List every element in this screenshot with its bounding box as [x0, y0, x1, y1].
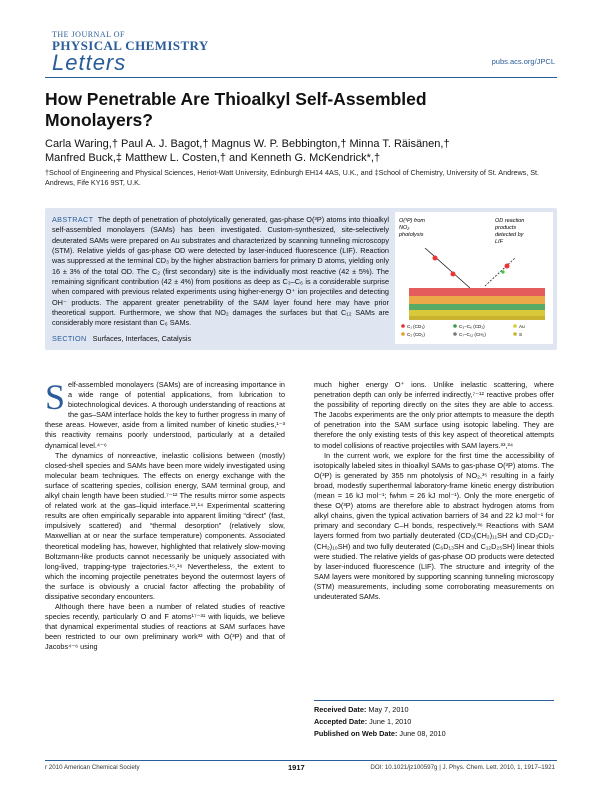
- body-column-left: [45, 377, 285, 653]
- received-date: May 7, 2010: [368, 705, 409, 714]
- author-list: [45, 137, 555, 165]
- toc-arrow-in: [425, 248, 470, 288]
- abstract-label: ABSTRACT: [52, 215, 94, 224]
- affiliations: †School of Engineering and Physical Sciences, Heriot-Watt University, Edinburgh EH14 4AS, U.K., and ‡School of Chemistry, University of St. Andrews, St. Andrews, Fife KY16 9ST, U.K.: [45, 168, 540, 187]
- paragraph: In the current work, we explore for the first time the accessibility of isotopically labeled sites in thioalkyl SAMs to gas-phase O(³P) atoms. The O(³P) is generated by 355 nm photolysis of NO₂,³⁵ resulting in a fairly broad, modestly superthermal laboratory-frame kinetic energy distribution (mean = 16 kJ mol⁻¹; fwhm = 26 kJ mol⁻¹). Only the more energetic of these O(³P) atoms are therefore able to abstract hydrogen atoms from alkyl chains, given the typical activation barriers of 34 and 22 kJ mol⁻¹ for primary and secondary C–H bonds, respectively.³⁶ Reactions with SAM layers formed from two partially deuterated (CD₃(CH₂)₁₁SH and CD₃CD₂-(CH₂)₁₀SH) and two fully deuterated (C₆D₁₃SH and C₁₂D₂₅SH) linear thiols were studied. The relative yields of gas-phase OD products were detected by laser-induced fluorescence (LIF). The structure and integrity of the SAM layers were monitored by supporting scanning tunneling microscopy (STM) measurements, including some corroborating measurements on undeuterated SAMs.: [314, 450, 554, 601]
- accepted-label: Accepted Date:: [314, 717, 368, 726]
- footer-rule: [45, 760, 557, 761]
- toc-legend-4: Au: [519, 324, 525, 329]
- paragraph: Self-assembled monolayers (SAMs) are of increasing importance in a wide range of potential applications, from lubrication to biotechnological devices. A thorough understanding of reactions at the gas–SAM interface holds the key to further progress in many of these areas. However, aside from a limited number of kinetic studies,¹⁻³ this reactivity remains poorly understood, particularly at a detailed dynamical level.⁴⁻⁶: [45, 377, 285, 450]
- abstract-box: [45, 208, 557, 350]
- received-label: Received Date:: [314, 705, 367, 714]
- body-column-right: [314, 380, 554, 602]
- accepted-date: June 1, 2010: [369, 717, 412, 726]
- toc-label-left: O(³P) from NO₂ photolysis: [399, 218, 425, 238]
- published-date: June 08, 2010: [399, 729, 446, 738]
- section-value: Surfaces, Interfaces, Catalysis: [92, 334, 192, 343]
- page-number: 1917: [288, 763, 305, 772]
- section-line: [52, 334, 191, 343]
- toc-graphic: [395, 212, 553, 344]
- paragraph: much higher energy O⁺ ions. Unlike inelastic scattering, where penetration depth can only be inferred indirectly,⁷⁻¹² reactive probes offer the possibility of reporting directly on the sites they are able to access. The Jacobs experiments are the only prior attempts to measure the depth of penetration into the SAM surface using isotopic labeling. They are therefore the only existing tests of this key aspect of theoretical attempts to model collisions of reactive projectiles with SAM layers.³³,³⁴: [314, 380, 554, 450]
- toc-arrow-out: [485, 258, 515, 286]
- toc-legend-5: S: [519, 332, 523, 337]
- authors-line-2: Manfred Buck,‡ Matthew L. Costen,† and Kenneth G. McKendrick*,†: [45, 152, 381, 164]
- article-dates: [314, 704, 554, 740]
- toc-svg: [395, 212, 553, 344]
- toc-legend-2: C₃–C₆ (CD₂): [459, 324, 485, 329]
- section-label: SECTION: [52, 334, 87, 343]
- abstract-text: [52, 215, 389, 329]
- toc-od-product: [505, 264, 510, 269]
- toc-label-right: OD reaction products detected by LIF: [495, 218, 525, 245]
- toc-od-product: [501, 270, 504, 273]
- toc-oxygen-atom: [451, 272, 456, 277]
- article-title: How Penetrable Are Thioalkyl Self-Assembled Monolayers?: [45, 89, 427, 130]
- drop-cap: S: [45, 377, 66, 417]
- published-label: Published on Web Date:: [314, 729, 398, 738]
- dates-rule: [314, 700, 554, 701]
- toc-sam-layer: [409, 288, 545, 320]
- journal-url[interactable]: pubs.acs.org/JPCL: [491, 57, 555, 66]
- toc-legend-3: C₇–C₁₂ (CH₂): [459, 332, 486, 337]
- footer-doi[interactable]: DOI: 10.1021/jz100597g | J. Phys. Chem. Lett. 2010, 1, 1917–1921: [370, 764, 555, 771]
- journal-logo: [52, 30, 209, 76]
- abstract-body: The depth of penetration of photolytically generated, gas-phase O(³P) atoms into thioalkyl self-assembled monolayers (SAMs) has been investigated. Custom-synthesized, site-selectively deuterated SAMs were prepared on Au substrates and characterized by scanning tunneling microscopy (STM). Relative yields of gas-phase OD were detected by laser-induced fluorescence (LIF). Reaction was suppressed at the terminal CD₃ by the higher abstraction barriers for primary D atoms, yielding only 16 ± 3% of the total OD. The C₂ (first secondary) site is the individually most reactive (42 ± 5%). The remaining significant contribution (42 ± 4%) from positions as deep as C₃–C₆ is a considerable surprise when compared with previous related experiments using higher-energy O⁺ ion projectiles and detecting OH⁻ products. The apparent greater penetrability of the SAM layer found here may have prior theoretical support. Furthermore, we show that NO₂ damages the surfaces but that C₁₂ SAMs are considerably more resistant than C₆ SAMs.: [52, 215, 389, 328]
- header-rule: [45, 77, 557, 78]
- paragraph: Although there have been a number of related studies of reactive species recently, particularly O and F atoms¹⁷⁻³¹ with liquids, we believe that dynamical experimental studies of reactions at SAM surfaces have been restricted to our own preliminary work³² with O(³P) and that of Jacobs⁴⁻⁶ using: [45, 602, 285, 652]
- journal-logo-letters: Letters: [52, 50, 127, 75]
- toc-legend-0: C₁ (CD₃): [407, 324, 425, 329]
- toc-oxygen-atom: [433, 256, 438, 261]
- journal-logo-name: PHYSICAL CHEMISTRY: [52, 38, 209, 53]
- paragraph: The dynamics of nonreactive, inelastic collisions between (mostly) closed-shell species and SAMs have been more widely investigated using molecular beam techniques. The effects on energy exchange with the surface of scattering species, collision energy, SAM terminal group, and alkyl chain length have been studied.⁷⁻¹² The results mirror some aspects of related work at the gas–liquid interface.¹³,¹⁴ Experimental scattering results are often empirically separable into apparent limiting “direct” (fast, impulsively scattered) and “thermal desorption” (relatively slow, Maxwellian at or near the surface temperature) components. Associated theoretical modeling has, however, highlighted that relatively slow-moving Boltzmann-like products cannot necessarily be uniquely associated with long-lived, trapping-type trajectories.¹⁵,¹⁶ Nevertheless, the extent to which the incoming projectile penetrates beyond the outermost layers of the surface is obviously a crucial factor affecting the probability of dissipative secondary encounters.: [45, 450, 285, 601]
- toc-legend-1: C₂ (CD₂): [407, 332, 425, 337]
- toc-legend: [401, 324, 525, 337]
- footer-copyright: r 2010 American Chemical Society: [45, 764, 140, 771]
- journal-logo-the: THE JOURNAL OF: [52, 30, 125, 39]
- authors-line-1: Carla Waring,† Paul A. J. Bagot,† Magnus W. P. Bebbington,† Minna T. Räisänen,†: [45, 138, 450, 150]
